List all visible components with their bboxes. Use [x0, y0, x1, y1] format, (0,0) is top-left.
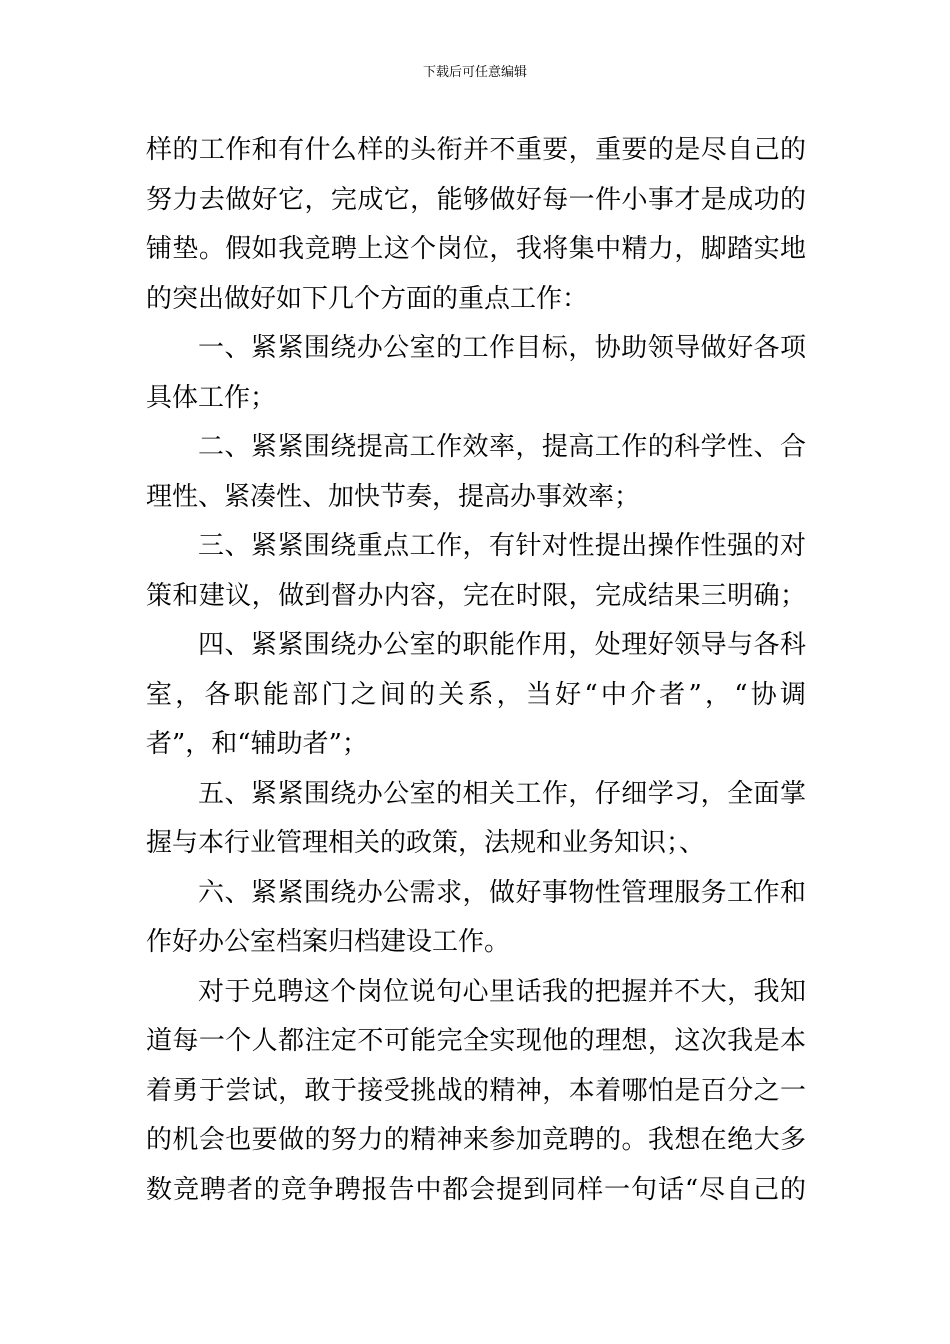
- paragraph-first-line: 六、紧紧围绕办公需求，做好事物性管理服务工作和: [198, 877, 806, 908]
- text-line: 的突出做好如下几个方面的重点工作：: [146, 283, 589, 314]
- document-body: [146, 126, 806, 1215]
- text-line: 数竞聘者的竞争聘报告中都会提到同样一句话“尽自己的: [146, 1174, 806, 1205]
- text-line: 努力去做好它，完成它，能够做好每一件小事才是成功的: [146, 184, 806, 215]
- text-line: 着勇于尝试，敢于接受挑战的精神，本着哪怕是百分之一: [146, 1075, 806, 1106]
- text-line: 策和建议，做到督办内容，完在时限，完成结果三明确；: [146, 580, 806, 611]
- text-line: 握与本行业管理相关的政策，法规和业务知识；、: [146, 828, 706, 858]
- paragraph-first-line: 四、紧紧围绕办公室的职能作用，处理好领导与各科: [198, 630, 806, 660]
- text-line: 作好办公室档案归档建设工作。: [146, 927, 511, 957]
- paragraph-first-line: 二、紧紧围绕提高工作效率，提高工作的科学性、合: [198, 432, 806, 462]
- text-line: 者”，和“辅助者”；: [146, 729, 368, 759]
- text-line: 铺垫。假如我竞聘上这个岗位，我将集中精力，脚踏实地: [146, 234, 806, 264]
- page-header: 下载后可任意编辑: [422, 65, 527, 80]
- text-line: 的机会也要做的努力的精神来参加竞聘的。我想在绝大多: [146, 1125, 806, 1155]
- text-line: 道每一个人都注定不可能完全实现他的理想，这次我是本: [146, 1026, 806, 1056]
- text-line: 具体工作；: [146, 382, 277, 413]
- text-line: 理性、紧凑性、加快节奏，提高办事效率；: [146, 481, 641, 512]
- text-line: 室，各职能部门之间的关系，当好“中介者”，“协调: [146, 679, 806, 710]
- paragraph-first-line: 五、紧紧围绕办公室的相关工作，仔细学习，全面掌: [198, 778, 806, 809]
- text-line: 样的工作和有什么样的头衔并不重要，重要的是尽自己的: [146, 135, 806, 165]
- paragraph-first-line: 一、紧紧围绕办公室的工作目标，协助领导做好各项: [198, 333, 806, 363]
- paragraph-first-line: 对于兑聘这个岗位说句心里话我的把握并不大，我知: [198, 976, 806, 1007]
- paragraph-first-line: 三、紧紧围绕重点工作，有针对性提出操作性强的对: [198, 531, 806, 561]
